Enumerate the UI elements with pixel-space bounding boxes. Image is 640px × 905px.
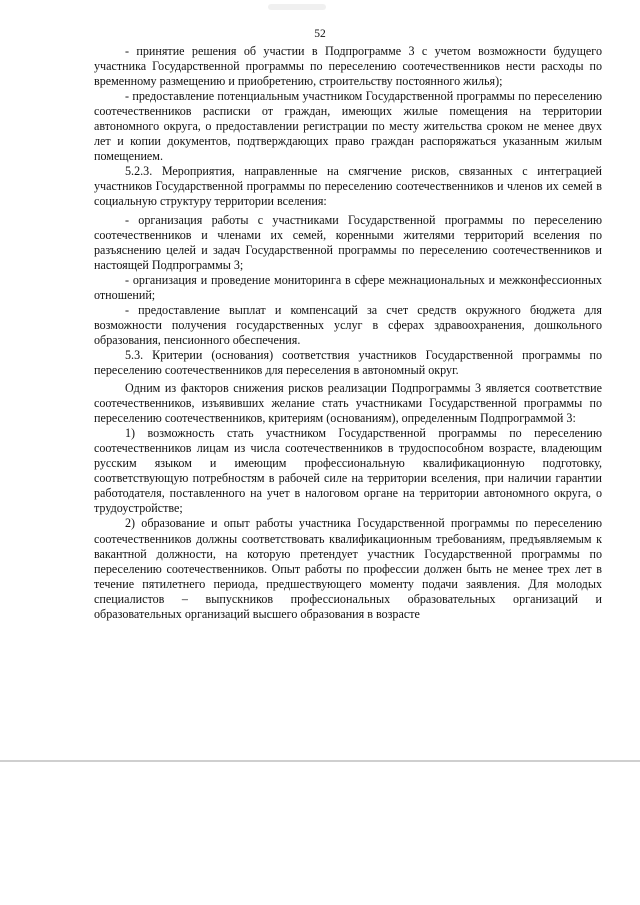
paragraph-section-5-2-3: 5.2.3. Мероприятия, направленные на смягчение рисков, связанных с интеграцией участников Государственной программы по переселению соотечественников и членов их семей в социальную структуру территории вселения:: [94, 164, 602, 209]
paragraph-risk-factors: Одним из факторов снижения рисков реализации Подпрограммы 3 является соответствие соотечественников, изъявивших желание стать участниками Государственной программы по переселению соотечественников, критериям (основаниям), определенным Подпрограммой 3:: [94, 381, 602, 426]
paragraph-section-5-3: 5.3. Критерии (основания) соответствия участников Государственной программы по переселению соотечественников для переселения в автономный округ.: [94, 347, 602, 377]
paragraph-criterion-2: 2) образование и опыт работы участника Государственной программы по переселению соотечественников должны соответствовать квалификационным требованиям, предъявляемым к вакантной должности, на которую претендует участник Государственной программы по переселению соотечественников. Опыт работы по профессии должен быть не менее трех лет в течение пятилетнего периода, предшествующего моменту подачи заявления. Для молодых специалистов – выпускников профессиональных образовательных организаций и образовательных организаций высшего образования в возрасте: [94, 516, 602, 621]
paragraph-work-organization: - организация работы с участниками Государственной программы по переселению соотечественников и членами их семей, коренными жителями территорий вселения по разъяснению целей и задач Государственной программы по переселению соотечественников и настоящей Подпрограммы 3;: [94, 212, 602, 272]
paragraph-monitoring: - организация и проведение мониторинга в сфере межнациональных и межконфессионных отношений;: [94, 272, 602, 302]
paragraph-decision-participation: - принятие решения об участии в Подпрограмме 3 с учетом возможности будущего участника Государственной программы по переселению соотечественников нести расходы по временному размещению и приобретению, строительству постоянного жилья);: [94, 44, 602, 89]
paragraph-payments: - предоставление выплат и компенсаций за счет средств окружного бюджета для возможности получения государственных услуг в сферах здравоохранения, дошкольного образования, пенсионного обеспечения.: [94, 302, 602, 347]
paragraph-residence-receipt: - предоставление потенциальным участником Государственной программы по переселению соотечественников расписки от граждан, имеющих жилые помещения на территории автономного округа, о предоставлении регистрации по месту жительства сроком не менее двух лет и копии документов, подтверждающих право граждан распоряжаться указанным жилым помещением.: [94, 89, 602, 164]
scan-artifact: [268, 4, 326, 10]
document-body: [94, 44, 602, 622]
blank-lower-area: [0, 762, 640, 905]
paragraph-criterion-1: 1) возможность стать участником Государственной программы по переселению соотечественников лицам из числа соотечественников в трудоспособном возрасте, владеющим русским языком и имеющим профессиональную квалификационную подготовку, соответствующую потребностям в рабочей силе на территории вселения, при наличии гарантии работодателя, поставленного на учет в налоговом органе на территории автономного округа, о трудоустройстве;: [94, 426, 602, 516]
page-number: 52: [314, 28, 326, 40]
